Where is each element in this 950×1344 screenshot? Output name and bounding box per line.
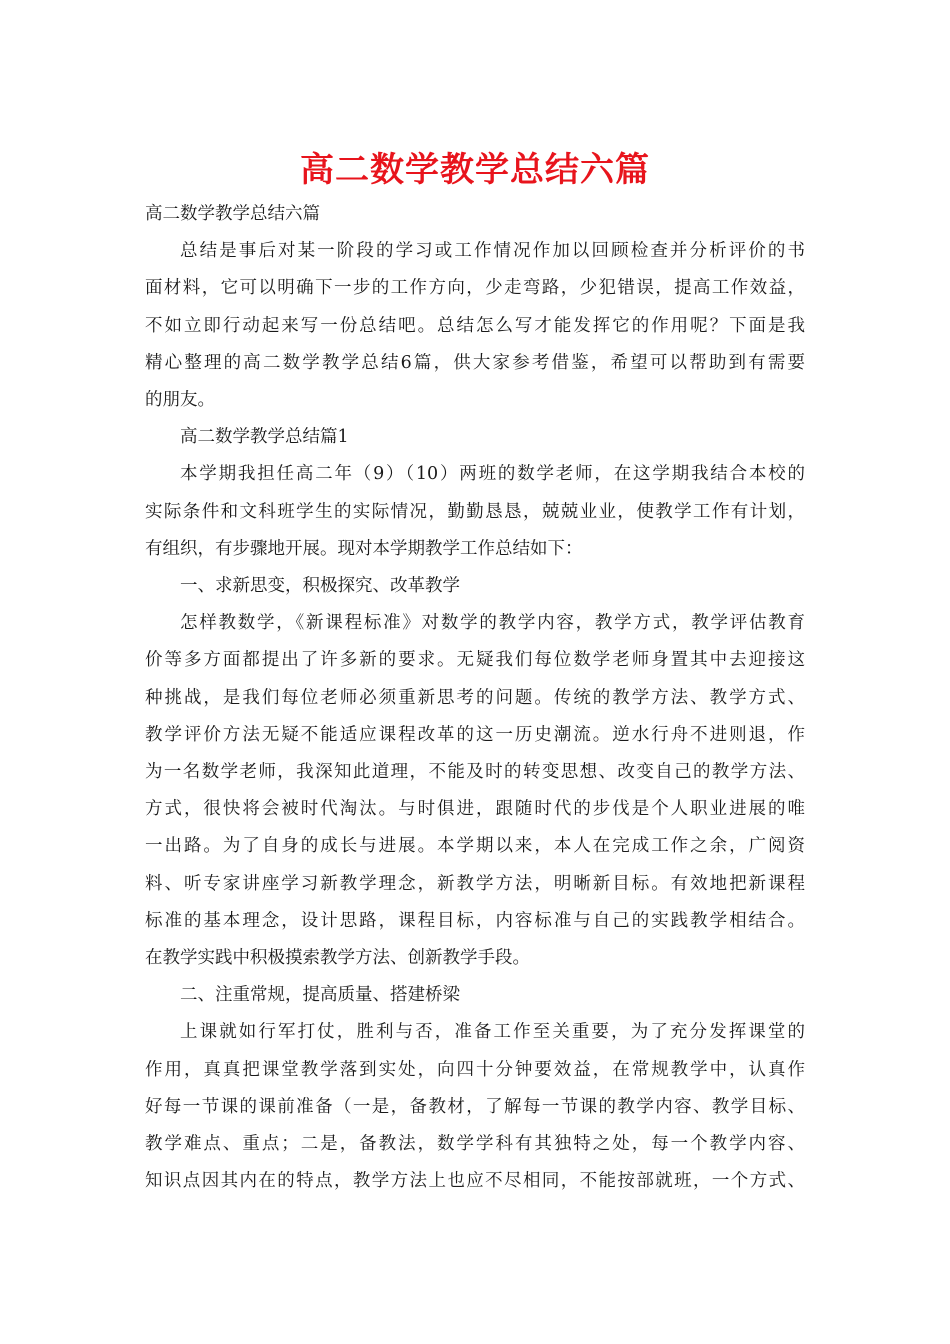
body-line: 上课就如行军打仗，胜利与否，准备工作至关重要，为了充分发挥课堂的 bbox=[180, 1022, 805, 1043]
body-line: 高二数学教学总结篇1 bbox=[180, 427, 349, 448]
body-line: 不如立即行动起来写一份总结吧。总结怎么写才能发挥它的作用呢？下面是我 bbox=[145, 315, 805, 336]
body-line: 一、求新思变，积极探究、改革教学 bbox=[180, 576, 460, 597]
body-line: 为一名数学老师，我深知此道理，不能及时的转变思想、改变自己的教学方法、 bbox=[145, 762, 805, 783]
document-body bbox=[145, 196, 805, 1200]
body-line: 种挑战，是我们每位老师必须重新思考的问题。传统的教学方法、教学方式、 bbox=[145, 687, 805, 708]
body-line: 在教学实践中积极摸索教学方法、创新教学手段。 bbox=[145, 948, 530, 969]
body-line: 价等多方面都提出了许多新的要求。无疑我们每位数学老师身置其中去迎接这 bbox=[145, 650, 805, 671]
body-line: 教学评价方法无疑不能适应课程改革的这一历史潮流。逆水行舟不进则退，作 bbox=[145, 724, 805, 745]
body-line: 精心整理的高二数学教学总结6篇，供大家参考借鉴，希望可以帮助到有需要 bbox=[145, 352, 805, 373]
body-line: 二、注重常规，提高质量、搭建桥梁 bbox=[180, 985, 460, 1006]
body-line: 作用，真真把课堂教学落到实处，向四十分钟要效益，在常规教学中，认真作 bbox=[145, 1059, 805, 1080]
body-line: 一出路。为了自身的成长与进展。本学期以来，本人在完成工作之余，广阅资 bbox=[145, 836, 805, 857]
body-line: 怎样教数学，《新课程标准》对数学的教学内容，教学方式，教学评估教育 bbox=[180, 613, 805, 634]
body-line: 标准的基本理念，设计思路，课程目标，内容标准与自己的实践教学相结合。 bbox=[145, 910, 805, 931]
body-line: 本学期我担任高二年（9）（10）两班的数学老师，在这学期我结合本校的 bbox=[180, 464, 805, 485]
document-title: 高二数学教学总结六篇 bbox=[300, 150, 650, 190]
body-line: 方式，很快将会被时代淘汰。与时俱进，跟随时代的步伐是个人职业进展的唯 bbox=[145, 799, 805, 820]
body-line: 有组织，有步骤地开展。现对本学期教学工作总结如下： bbox=[145, 538, 583, 559]
body-line: 高二数学教学总结六篇 bbox=[145, 204, 320, 224]
body-line: 总结是事后对某一阶段的学习或工作情况作加以回顾检查并分析评价的书 bbox=[180, 241, 805, 262]
body-line: 知识点因其内在的特点，教学方法上也应不尽相同，不能按部就班，一个方式、 bbox=[145, 1171, 805, 1192]
body-line: 教学难点、重点；二是，备教法，数学学科有其独特之处，每一个教学内容、 bbox=[145, 1134, 805, 1155]
body-line: 好每一节课的课前准备（一是，备教材，了解每一节课的教学内容、教学目标、 bbox=[145, 1096, 805, 1117]
body-line: 面材料，它可以明确下一步的工作方向，少走弯路，少犯错误，提高工作效益， bbox=[145, 278, 805, 299]
body-line: 料、听专家讲座学习新教学理念，新教学方法，明晰新目标。有效地把新课程 bbox=[145, 873, 805, 894]
body-line: 实际条件和文科班学生的实际情况，勤勤恳恳，兢兢业业，使教学工作有计划， bbox=[145, 501, 805, 522]
body-line: 的朋友。 bbox=[145, 390, 215, 411]
